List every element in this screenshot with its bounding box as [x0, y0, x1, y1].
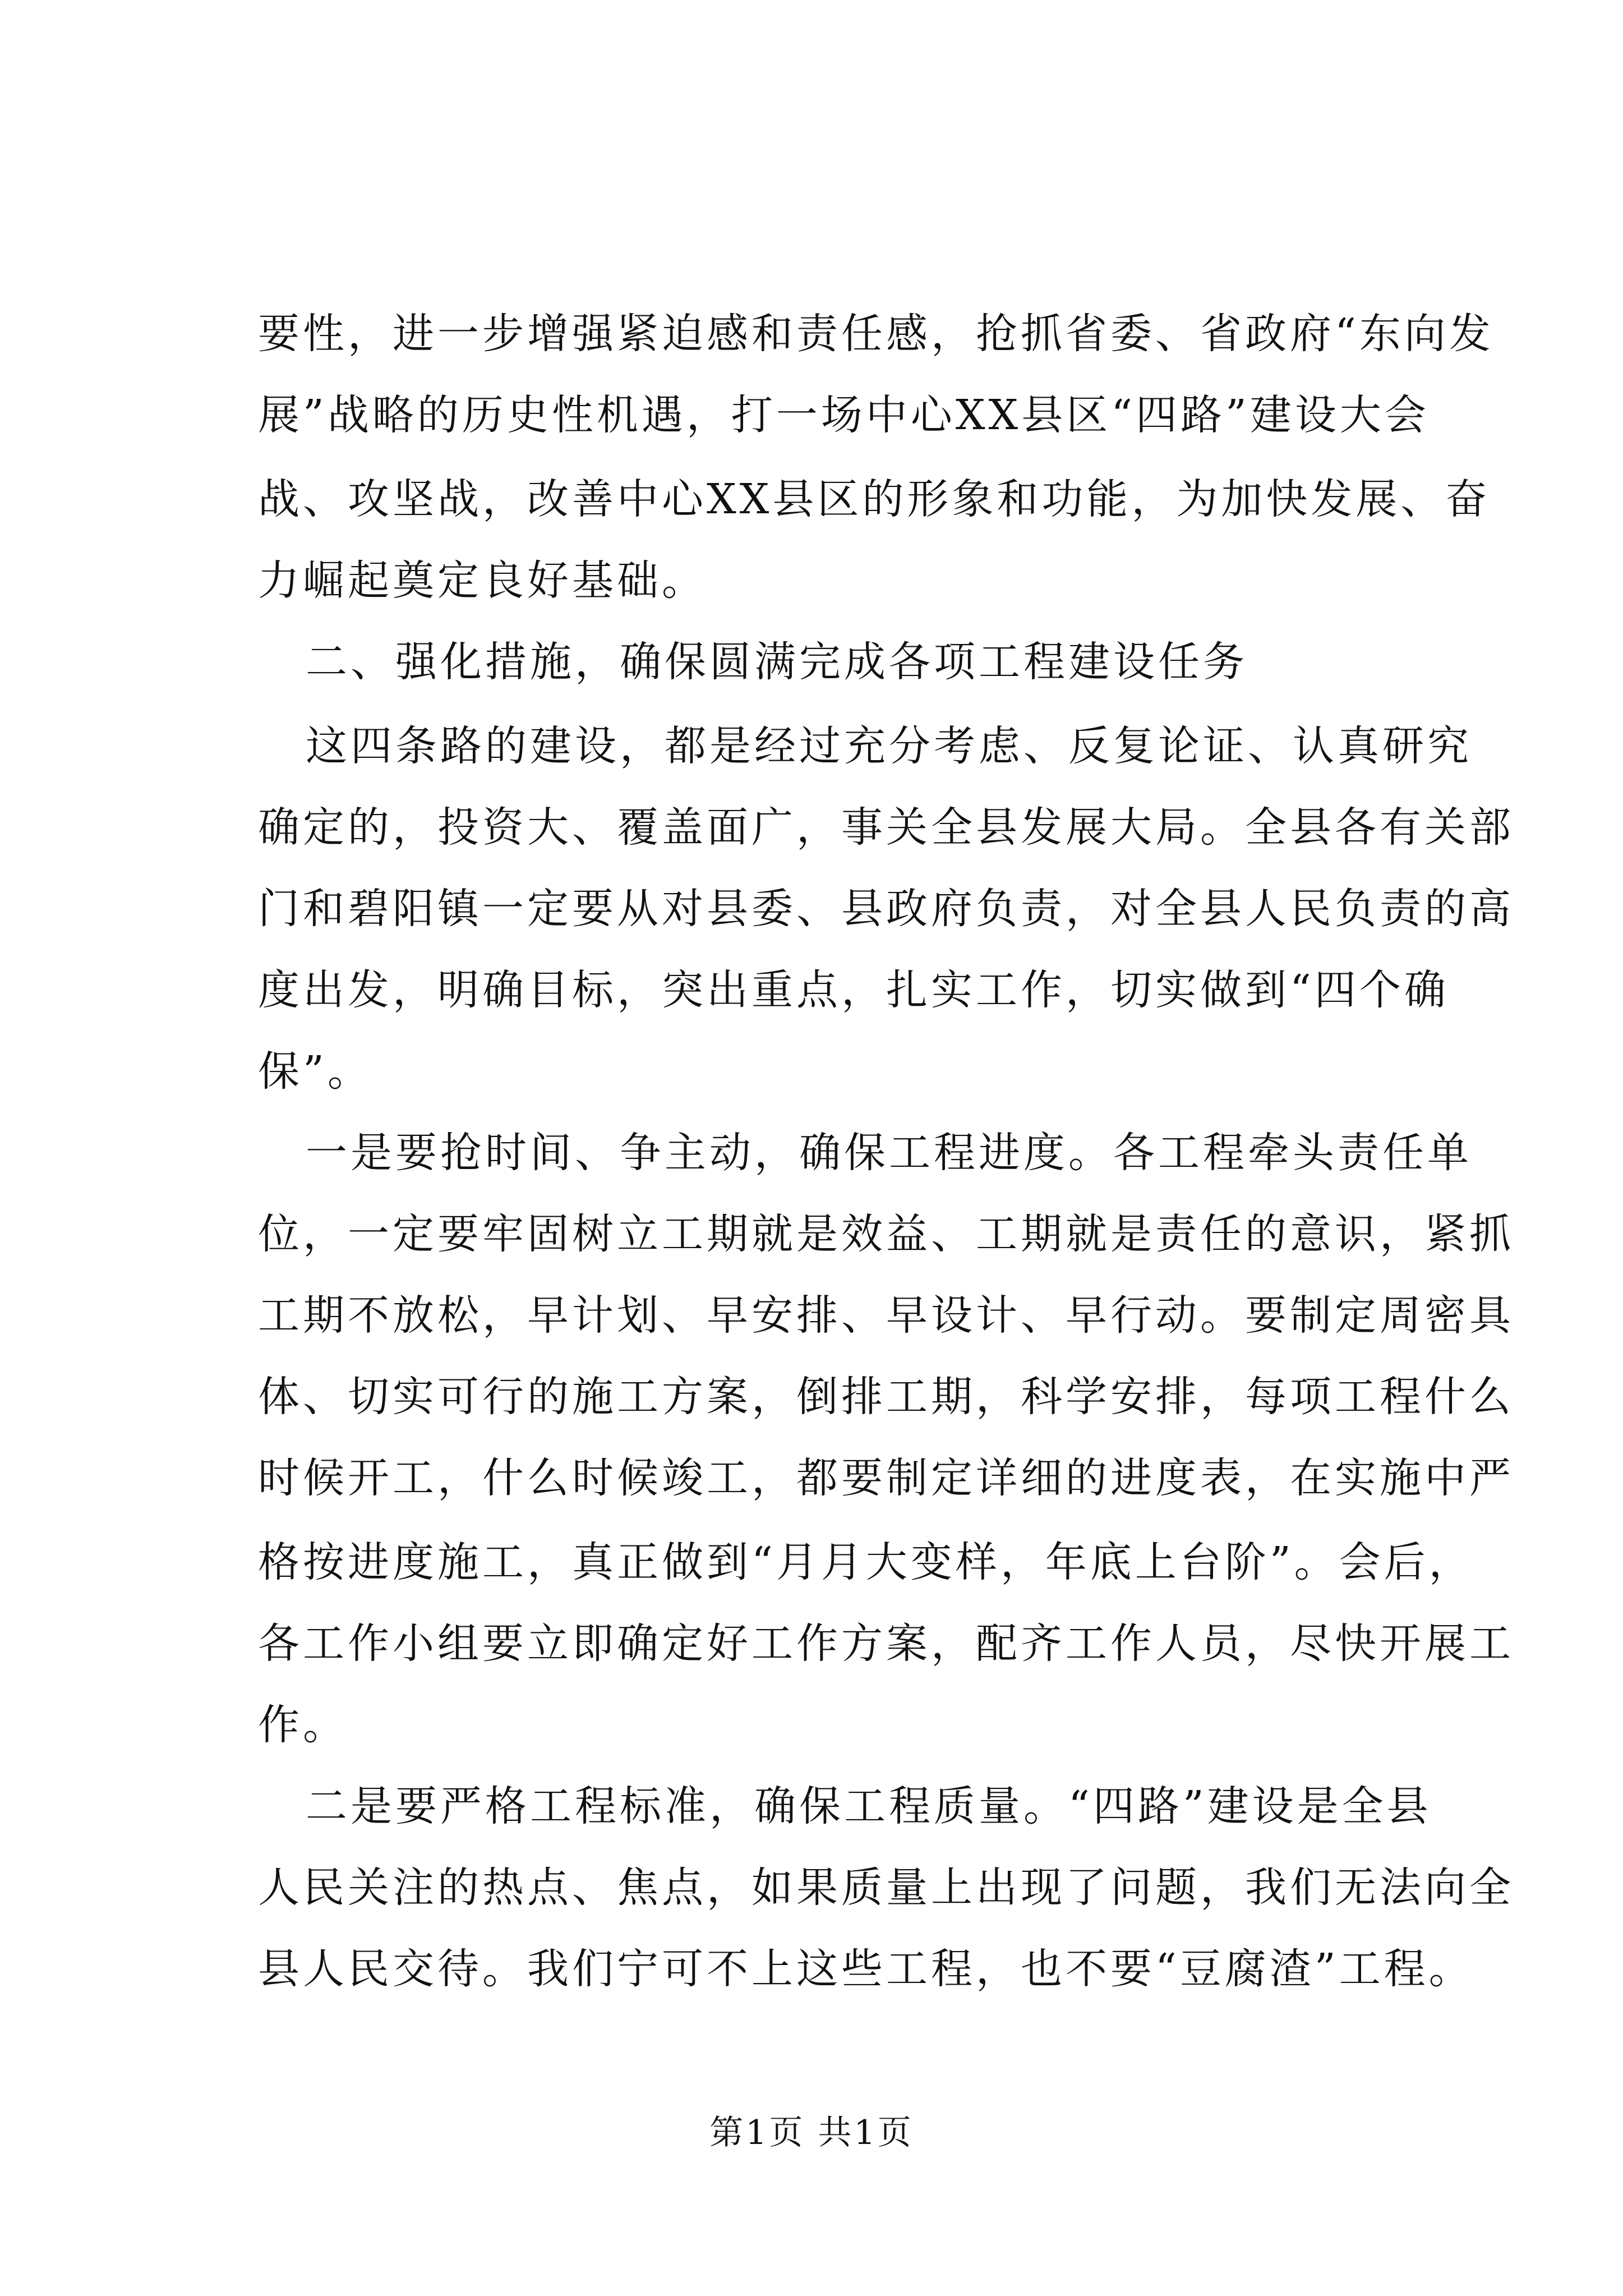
text-line: 县人民交待。我们宁可不上这些工程，也不要“豆腐渣”工程。 — [258, 1945, 1474, 1993]
text-line: 要性，进一步增强紧迫感和责任感，抢抓省委、省政府“东向发 — [258, 310, 1494, 358]
text-line: 格按进度施工，真正做到“月月大变样，年底上台阶”。会后， — [258, 1538, 1474, 1586]
text-line: 力崛起奠定良好基础。 — [258, 556, 707, 605]
text-line: 门和碧阳镇一定要从对县委、县政府负责，对全县人民负责的高 — [258, 885, 1514, 933]
text-line: 战、攻坚战，改善中心XX县区的形象和功能，为加快发展、奋 — [258, 475, 1491, 523]
text-line: 确定的，投资大、覆盖面广，事关全县发展大局。全县各有关部 — [258, 803, 1514, 852]
page-footer: 第1页 共1页 — [709, 2113, 914, 2152]
text-line: 度出发，明确目标，突出重点，扎实工作，切实做到“四个确 — [258, 966, 1449, 1014]
text-line: 位，一定要牢固树立工期就是效益、工期就是责任的意识，紧抓 — [258, 1210, 1514, 1258]
text-line: 作。 — [258, 1701, 348, 1749]
text-line: 体、切实可行的施工方案，倒排工期，科学安排，每项工程什么 — [258, 1373, 1514, 1421]
section-heading: 二、强化措施，确保圆满完成各项工程建设任务 — [306, 638, 1248, 686]
text-line: 展”战略的历史性机遇，打一场中心XX县区“四路”建设大会 — [258, 391, 1430, 439]
text-line: 保”。 — [258, 1047, 372, 1096]
text-line: 各工作小组要立即确定好工作方案，配齐工作人员，尽快开展工 — [258, 1619, 1514, 1668]
text-line: 工期不放松，早计划、早安排、早设计、早行动。要制定周密具 — [258, 1291, 1514, 1340]
text-line: 时候开工，什么时候竣工，都要制定详细的进度表，在实施中严 — [258, 1454, 1514, 1502]
text-line: 这四条路的建设，都是经过充分考虑、反复论证、认真研究 — [306, 722, 1472, 770]
text-line: 一是要抢时间、争主动，确保工程进度。各工程牵头责任单 — [306, 1129, 1472, 1177]
text-line: 二是要严格工程标准，确保工程质量。“四路”建设是全县 — [306, 1782, 1432, 1830]
text-line: 人民关注的热点、焦点，如果质量上出现了问题，我们无法向全 — [258, 1864, 1514, 1912]
